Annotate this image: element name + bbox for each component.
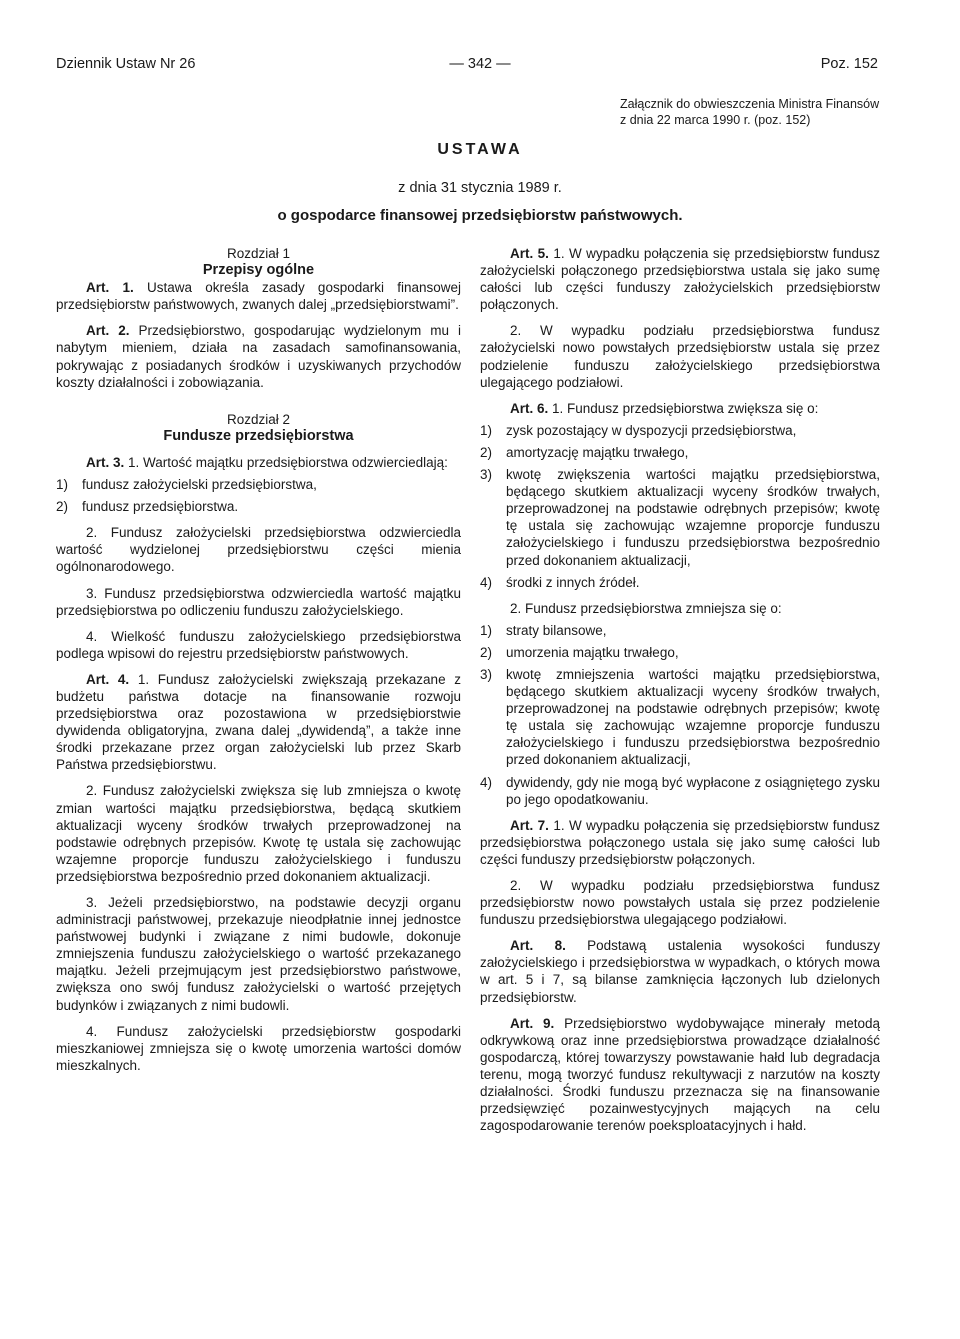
article-3-paragraph-1: 1. Wartość majątku przedsiębiorstwa odzwierciedlają: [128,454,448,470]
journal-name: Dziennik Ustaw Nr 26 [56,56,196,72]
article-5-paragraph-1: 1. W wypadku połączenia się przedsiębiorstw fundusz założycielski połączonego przedsiębiorstwa ustala się jako sumę całości lub części funduszy założycielskich przedsiębiorstw połączonych. [480,246,880,313]
article-8 [480,937,880,1005]
right-column [480,245,880,1134]
list-item: 2) umorzenia majątku trwałego, [480,644,679,660]
article-7-paragraph-1: 1. W wypadku połączenia się przedsiębiorstw fundusz przedsiębiorstwa połączonego ustala się jako sumę całości lub części funduszy przedsiębiorstw połączonych. [480,817,880,867]
left-column [56,245,461,1074]
article-8-number: Art. 8. [510,938,566,954]
article-7 [480,817,880,868]
article-3-paragraph-2: 2. Fundusz założycielski przedsiębiorstwa odzwierciedla wartość wydzielonej przedsiębiorstwu części mienia ogólnonarodowego. [56,525,461,575]
article-4-paragraph-1: 1. Fundusz założycielski zwiększają przekazane z budżetu państwa dotacje na finansowanie rozwoju przedsiębiorstwa oraz pozostawiona w przedsiębiorstwie dywidenda obligatoryjna, zwana dalej „dywidendą”, a także inne środki przekazane przez organ założycielski lub przez Skarb Państwa przedsiębiorstwu. [56,671,461,773]
annex-note: Załącznik do obwieszczenia Ministra Finansów z dnia 22 marca 1990 r. (poz. 152) [620,97,880,127]
list-item: 3) kwotę zwiększenia wartości majątku przedsiębiorstwa, będącego skutkiem aktualizacji wyceny środków trwałych, przeprowadzonej na podstawie odrębnych przepisów; kwotę tę ustala się zachowując wzajemne proporcje funduszu założycielskiego i funduszu przedsiębiorstwa bezpośrednio przed dokonaniem aktualizacji, [480,467,880,568]
list-item: 4) dywidendy, gdy nie mogą być wypłacone z osiągniętego zysku po jego opodatkowaniu. [480,774,880,807]
list-item: 2) amortyzację majątku trwałego, [480,444,689,460]
article-2-number: Art. 2. [86,323,130,339]
article-4 [56,671,461,774]
act-subject: o gospodarce finansowej przedsiębiorstw państwowych. [277,207,683,224]
article-1-number: Art. 1. [86,280,134,296]
article-3-paragraph-4: 4. Wielkość funduszu założycielskiego przedsiębiorstwa podlega wpisowi do rejestru przedsiębiorstw państwowych. [56,628,461,661]
article-9 [480,1015,880,1135]
article-1 [56,279,461,313]
list-item: 2) fundusz przedsiębiorstwa. [56,499,239,515]
article-1-text: Ustawa określa zasady gospodarki finansowej przedsiębiorstw państwowych, zwanych dalej „przedsiębiorstwami”. [56,280,461,313]
chapter-1-title: Przepisy ogólne [202,262,315,279]
list-item: 4) środki z innych źródeł. [480,574,640,590]
article-5 [480,245,880,313]
article-3 [56,454,461,471]
article-4-number: Art. 4. [86,671,130,687]
article-5-number: Art. 5. [510,246,549,261]
article-8-text: Podstawą ustalenia wysokości funduszy założycielskiego i przedsiębiorstwa w wypadkach, o których mowa w art. 5 i 7, są bilanse zamknięcia łączonych lub dzielonych przedsiębiorstw. [480,938,880,1005]
article-6-paragraph-1: 1. Fundusz przedsiębiorstwa zwiększa się o: [552,400,819,416]
article-9-number: Art. 9. [510,1015,555,1031]
list-item: 1) straty bilansowe, [480,622,607,638]
article-4-paragraph-4: 4. Fundusz założycielski przedsiębiorstw gospodarki mieszkaniowej zmniejsza się o kwotę umorzenia wartości domów mieszkalnych. [56,1023,461,1073]
page-number: — 342 — [449,56,511,72]
list-item: 3) kwotę zmniejszenia wartości majątku przedsiębiorstwa, będącego skutkiem aktualizacji wyceny środków trwałych, przeprowadzonej na podstawie odrębnych przepisów; kwotę tę ustala się zachowując wzajemne proporcje funduszu założycielskiego i funduszu przedsiębiorstwa bezpośrednio przed dokonaniem aktualizacji, [480,666,880,768]
article-6-number: Art. 6. [510,400,549,416]
article-2-text: Przedsiębiorstwo, gospodarując wydzielonym mu i nabytym mieniem, działa na zasadach samofinansowania, pokrywając z posiadanych środków i uzyskiwanych przychodów koszty działalności i zobowiązania. [56,323,461,390]
article-6 [480,400,880,417]
article-6-paragraph-2: 2. Fundusz przedsiębiorstwa zmniejsza się o: [510,600,782,616]
chapter-1-label: Rozdział 1 [226,246,291,261]
list-item: 1) zysk pozostający w dyspozycji przedsiębiorstwa, [480,422,797,438]
article-7-paragraph-2: 2. W wypadku podziału przedsiębiorstwa fundusz przedsiębiorstw nowo powstałych ustala się przez podzielenie funduszu przedsiębiorstwa ulegającego podziałowi. [480,878,880,928]
article-5-paragraph-2: 2. W wypadku podziału przedsiębiorstwa fundusz założycielski nowo powstałych przedsiębiorstw ustala się przez podzielenie funduszu założycielskiego przedsiębiorstwa ulegającego podziałowi. [480,323,880,390]
article-7-number: Art. 7. [510,817,549,833]
article-3-number: Art. 3. [86,454,125,470]
article-2 [56,322,461,390]
list-item: 1) fundusz założycielski przedsiębiorstwa, [56,477,317,493]
act-title: USTAWA [437,141,523,158]
position-number: Poz. 152 [820,56,878,72]
article-9-text: Przedsiębiorstwo wydobywające minerały metodą odkrywkową oraz inne przedsiębiorstwa prowadzące działalność gospodarczą, której towarzyszy powstawanie hałd lub degradacja terenu, mogą tworzyć fundusz rekultywacji z narzutów na koszty działalności. Środki funduszu przeznacza się na finansowanie przedsięwzięć pozainwestycyjnych mających na celu zagospodarowanie terenów poeksploatacyjnych i hałd. [480,1015,880,1134]
article-4-paragraph-3: 3. Jeżeli przedsiębiorstwo, na podstawie decyzji organu administracji państwowej, przekazuje nieodpłatnie innej jednostce państwowej budynki i związane z nimi budowle, dokonuje zmniejszenia funduszu założycielskiego o wartość przekazanego majątku. Jeżeli przejmującym jest przedsiębiorstwo państwowe, zwiększa ono swój fundusz założycielski o wartość przejętych budynków i związanych z nimi budowli. [56,895,461,1013]
article-3-paragraph-3: 3. Fundusz przedsiębiorstwa odzwierciedla wartość majątku przedsiębiorstwa po odliczeniu funduszu założycielskiego. [56,585,461,618]
article-4-paragraph-2: 2. Fundusz założycielski zwiększa się lub zmniejsza o kwotę zmian wartości majątku przedsiębiorstwa, będącą skutkiem aktualizacji wyceny środków trwałych przeprowadzonej na podstawie odrębnych przepisów. Kwotę tę ustala się zachowując wzajemne proporcje funduszu założycielskiego i funduszu przedsiębiorstwa bezpośrednio przed dokonaniem aktualizacji. [56,783,461,884]
act-date: z dnia 31 stycznia 1989 r. [398,180,562,196]
chapter-2-label: Rozdział 2 [226,411,291,427]
chapter-2-title: Fundusze przedsiębiorstwa [163,427,354,444]
